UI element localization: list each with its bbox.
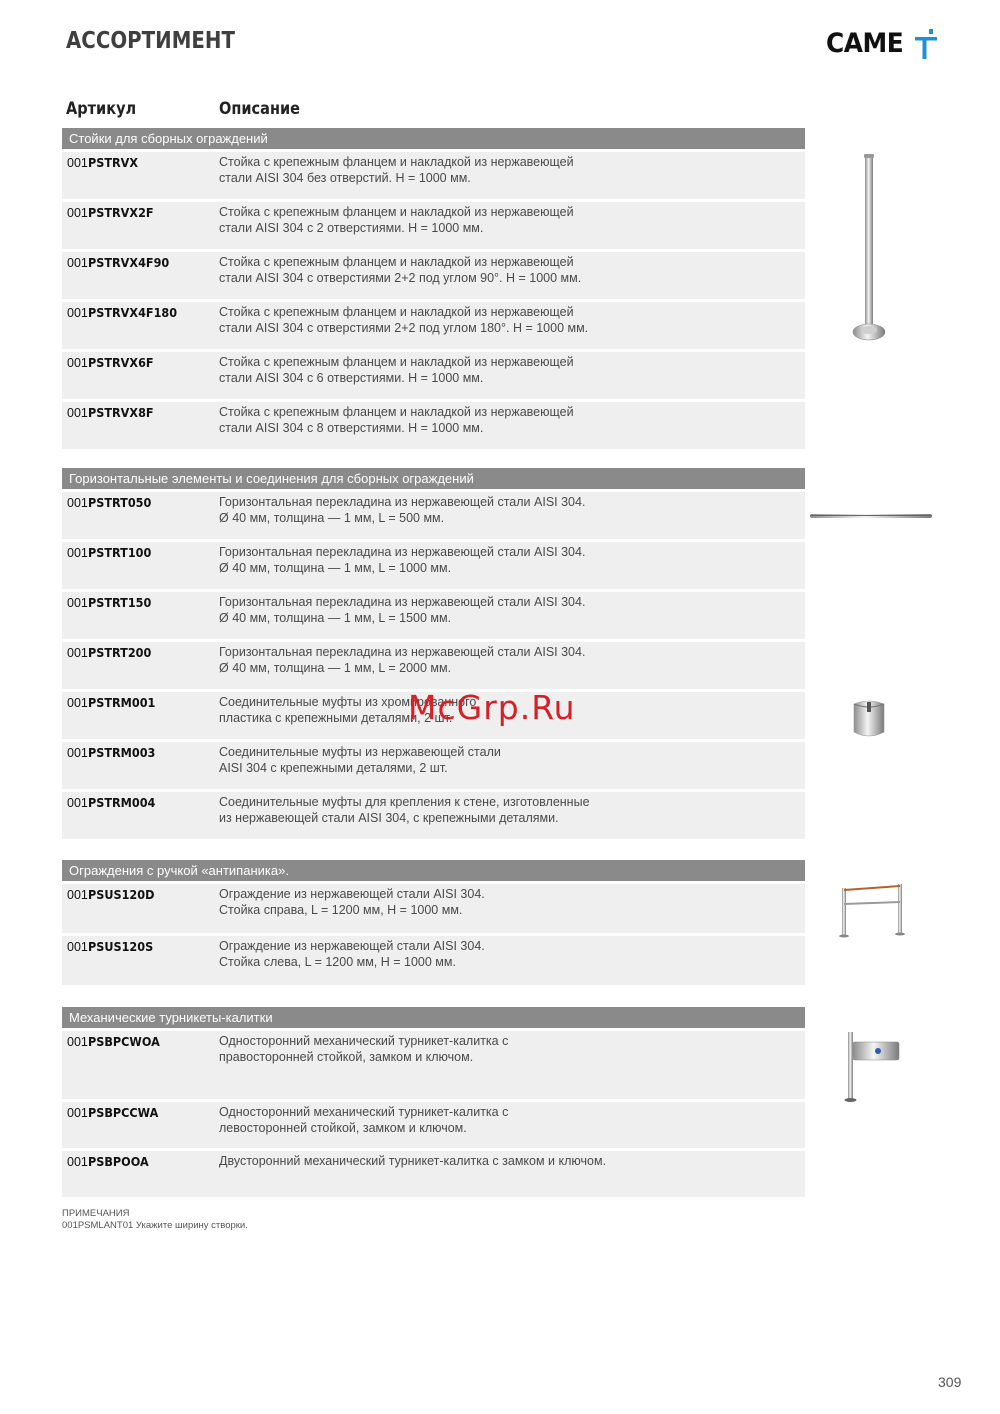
logo-text: CAME <box>826 28 904 59</box>
product-description: Ограждение из нержавеющей стали AISI 304. Стойка справа, L = 1200 мм, H = 1000 мм. <box>219 887 485 917</box>
product-code: 001PSTRT200 <box>67 645 152 660</box>
section-posts <box>62 128 805 452</box>
product-row <box>62 592 805 639</box>
product-code: 001PSTRVX8F <box>67 405 154 420</box>
column-header-code: Артикул <box>66 99 137 118</box>
product-code: 001PSTRT050 <box>67 495 152 510</box>
product-description: Стойка с крепежным фланцем и накладкой из нержавеющей стали AISI 304 с 8 отверстиями. H = 1000 мм. <box>219 405 574 435</box>
product-code: 001PSBPOOA <box>67 1154 149 1169</box>
product-row <box>62 352 805 399</box>
product-code: 001PSTRVX6F <box>67 355 154 370</box>
product-code: 001PSTRVX4F90 <box>67 255 170 270</box>
product-row <box>62 542 805 589</box>
product-description: Ограждение из нержавеющей стали AISI 304. Стойка слева, L = 1200 мм, H = 1000 мм. <box>219 939 485 969</box>
product-row <box>62 1151 805 1197</box>
product-description: Соединительные муфты из хромированного пластика с крепежными деталями, 2 шт. <box>219 695 477 725</box>
section-title: Ограждения с ручкой «антипаника». <box>62 860 805 881</box>
product-code: 001PSBPCWOA <box>67 1034 160 1049</box>
section-horizontal-elements <box>62 468 805 842</box>
watermark: McGrp.Ru <box>408 688 576 727</box>
product-row <box>62 402 805 449</box>
product-row <box>62 202 805 249</box>
product-row <box>62 1102 805 1148</box>
product-row <box>62 642 805 689</box>
product-description: Стойка с крепежным фланцем и накладкой из нержавеющей стали AISI 304 без отверстий. H = 1000 мм. <box>219 155 574 185</box>
product-description: Стойка с крепежным фланцем и накладкой из нержавеющей стали AISI 304 с 6 отверстиями. H = 1000 мм. <box>219 355 574 385</box>
product-row <box>62 936 805 985</box>
product-description: Горизонтальная перекладина из нержавеющей стали AISI 304. Ø 40 мм, толщина — 1 мм, L = 500 мм. <box>219 495 586 525</box>
product-code: 001PSTRM004 <box>67 795 156 810</box>
post-image <box>846 150 892 350</box>
product-code: 001PSTRVX <box>67 155 138 170</box>
product-description: Односторонний механический турникет-калитка с левосторонней стойкой, замком и ключом. <box>219 1105 509 1135</box>
product-description: Горизонтальная перекладина из нержавеющей стали AISI 304. Ø 40 мм, толщина — 1 мм, L = 2000 мм. <box>219 645 586 675</box>
product-code: 001PSTRT100 <box>67 545 152 560</box>
antipanic-barrier-image <box>836 880 906 940</box>
product-row <box>62 302 805 349</box>
product-description: Стойка с крепежным фланцем и накладкой из нержавеющей стали AISI 304 с 2 отверстиями. H = 1000 мм. <box>219 205 574 235</box>
logo-mark-icon <box>912 28 940 60</box>
section-antipanic-barriers <box>62 860 805 988</box>
product-row <box>62 1031 805 1099</box>
product-row <box>62 884 805 933</box>
product-code: 001PSTRM001 <box>67 695 156 710</box>
product-description: Горизонтальная перекладина из нержавеющей стали AISI 304. Ø 40 мм, толщина — 1 мм, L = 1000 мм. <box>219 545 586 575</box>
crossbar-image <box>808 510 934 522</box>
section-title: Стойки для сборных ограждений <box>62 128 805 149</box>
section-title: Механические турникеты-калитки <box>62 1007 805 1028</box>
product-description: Соединительные муфты для крепления к стене, изготовленные из нержавеющей стали AISI 304, с крепежными деталями. <box>219 795 590 825</box>
coupling-image <box>848 696 890 742</box>
product-code: 001PSTRM003 <box>67 745 156 760</box>
product-code: 001PSTRT150 <box>67 595 152 610</box>
came-logo <box>826 28 941 62</box>
product-row <box>62 492 805 539</box>
product-code: 001PSTRVX4F180 <box>67 305 177 320</box>
product-code: 001PSTRVX2F <box>67 205 154 220</box>
section-title: Горизонтальные элементы и соединения для сборных ограждений <box>62 468 805 489</box>
product-description: Односторонний механический турникет-калитка с правосторонней стойкой, замком и ключом. <box>219 1034 509 1064</box>
page-number: 309 <box>938 1374 962 1390</box>
product-description: Двусторонний механический турникет-калитка с замком и ключом. <box>219 1154 607 1168</box>
product-code: 001PSBPCCWA <box>67 1105 159 1120</box>
product-description: Соединительные муфты из нержавеющей стали AISI 304 с крепежными деталями, 2 шт. <box>219 745 501 775</box>
product-description: Горизонтальная перекладина из нержавеющей стали AISI 304. Ø 40 мм, толщина — 1 мм, L = 1500 мм. <box>219 595 586 625</box>
product-code: 001PSUS120D <box>67 887 155 902</box>
section-mechanical-turnstiles <box>62 1007 805 1200</box>
notes <box>62 1208 248 1232</box>
product-row <box>62 742 805 789</box>
product-row <box>62 152 805 199</box>
product-code: 001PSUS120S <box>67 939 154 954</box>
product-description: Стойка с крепежным фланцем и накладкой из нержавеющей стали AISI 304 с отверстиями 2+2 под углом 90°. H = 1000 мм. <box>219 255 582 285</box>
page-title: АССОРТИМЕНТ <box>66 28 235 54</box>
column-header-description: Описание <box>219 99 301 118</box>
notes-text: 001PSMLANT01 Укажите ширину створки. <box>62 1220 248 1231</box>
product-row <box>62 792 805 839</box>
product-description: Стойка с крепежным фланцем и накладкой из нержавеющей стали AISI 304 с отверстиями 2+2 под углом 180°. H = 1000 мм. <box>219 305 589 335</box>
notes-title: ПРИМЕЧАНИЯ <box>62 1208 130 1219</box>
turnstile-image <box>836 1026 906 1106</box>
product-row <box>62 252 805 299</box>
